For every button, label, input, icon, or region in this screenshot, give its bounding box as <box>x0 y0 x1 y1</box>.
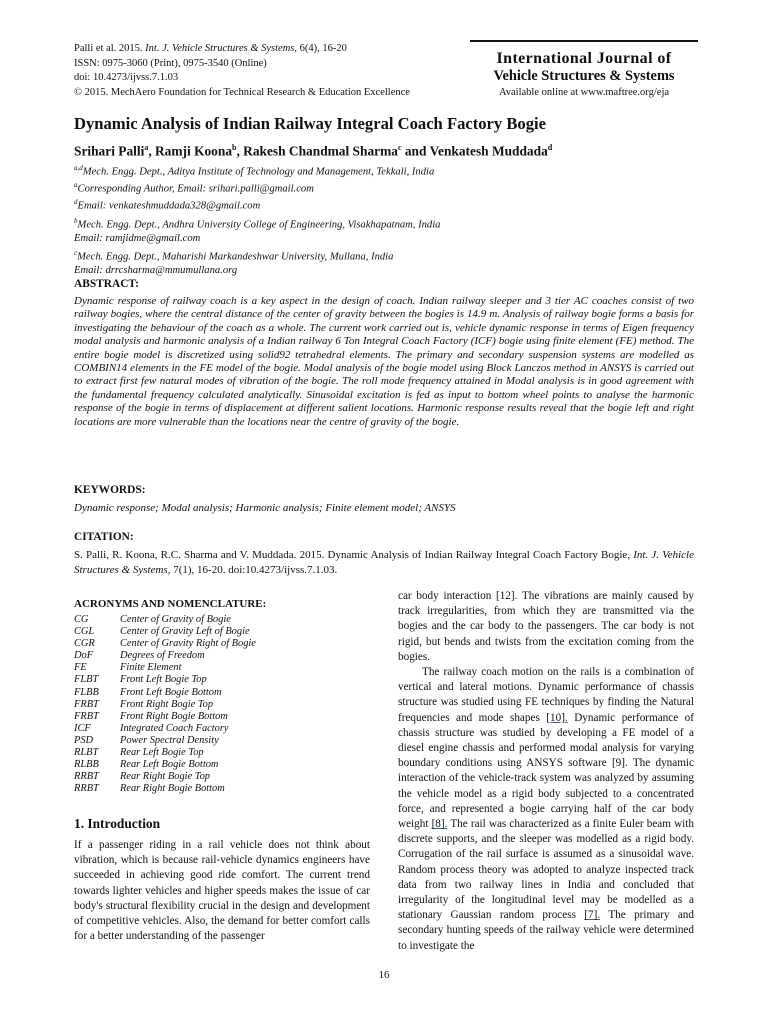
author-name: Srihari Palli <box>74 143 145 159</box>
acronym-definition: Front Left Bogie Bottom <box>120 686 222 698</box>
acronym-abbr: PSD <box>74 734 94 746</box>
acronym-row <box>74 723 256 735</box>
affiliation-line: $^{a,d}$Mech. Engg. Dept., Aditya Institute of Technology and Management, Tekkali, India <box>74 164 435 178</box>
acronym-abbr: FLBT <box>74 674 99 686</box>
acronyms-heading: ACRONYMS AND NOMENCLATURE: <box>74 598 267 610</box>
paper-title: Dynamic Analysis of Indian Railway Integral Coach Factory Bogie <box>74 114 547 133</box>
acronym-definition: Rear Left Bogie Top <box>120 747 204 759</box>
acronym-definition: Center of Gravity of Bogie <box>120 614 231 625</box>
acronym-row <box>74 711 256 723</box>
acronym-definition: Power Spectral Density <box>120 734 219 746</box>
acronym-row <box>74 735 256 747</box>
author-name: Venkatesh Muddada <box>429 143 548 159</box>
acronym-definition: Degrees of Freedom <box>120 650 205 662</box>
acronym-row <box>74 687 256 699</box>
ref-link-8[interactable]: [8]. <box>431 818 448 831</box>
citation-heading: CITATION: <box>74 531 134 543</box>
journal-name-line1: International Journal of <box>496 50 672 67</box>
acronym-definition: Integrated Coach Factory <box>120 722 229 734</box>
acronym-definition: Front Right Bogie Top <box>120 698 214 710</box>
abstract-heading: ABSTRACT: <box>74 278 139 290</box>
acronym-row <box>74 626 256 638</box>
ref-link-10[interactable]: [10]. <box>546 711 568 724</box>
acronym-row <box>74 638 256 650</box>
author-name: Ramji Koona <box>155 143 233 159</box>
acronym-abbr: RLBB <box>74 759 99 771</box>
acronym-abbr: FRBT <box>74 698 99 710</box>
affiliation-line: $^a$Corresponding Author, Email: srihari.palli@gmail.com <box>74 180 314 195</box>
affiliation-line: Email: drrcsharma@mmumullana.org <box>74 265 238 277</box>
ref-link-7[interactable]: [7]. <box>584 909 601 922</box>
affiliation-line: Email: ramjidme@gmail.com <box>74 232 201 244</box>
acronym-row <box>74 674 256 686</box>
acronyms-list <box>74 614 256 795</box>
keywords-heading: KEYWORDS: <box>74 484 146 496</box>
acronym-definition: Rear Left Bogie Bottom <box>120 759 219 771</box>
acronym-abbr: CGL <box>74 626 95 638</box>
intro-paragraph: If a passenger riding in a rail vehicle does not think about vibration, which is because rail-vehicle dynamics engineers have succeeded in achieving good ride comfort. The current trend towards lighter vehicles and higher speeds makes the issue of car body's structural flexibility crucial in the design and development of competitive vehicles. Also, the demand for better comfort calls for a better understanding of the passenger <box>74 839 370 943</box>
issn-line: ISSN: 0975-3060 (Print), 0975-3540 (Online) <box>74 57 267 69</box>
right-column <box>398 589 694 954</box>
right-paragraph-1: car body interaction [12]. The vibrations are mainly caused by track irregularities, from which they are transmitted via the bogies and the car body to the passengers. The car body is not rigid, but bends and twists from the excitation coming from the bogies. <box>398 590 694 663</box>
acronym-abbr: CGR <box>74 638 95 650</box>
acronym-row <box>74 699 256 711</box>
acronym-abbr: RLBT <box>74 747 99 759</box>
acronym-definition: Rear Right Bogie Bottom <box>120 783 225 795</box>
doi-line: doi: 10.4273/ijvss.7.1.03 <box>74 72 179 84</box>
acronym-definition: Front Right Bogie Bottom <box>120 710 228 722</box>
acronym-row <box>74 771 256 783</box>
acronym-row <box>74 614 256 626</box>
author-affiliation-mark: c <box>397 143 402 152</box>
acronym-row <box>74 747 256 759</box>
copyright-line: © 2015. MechAero Foundation for Technical Research & Education Excellence <box>74 86 410 98</box>
acronym-row <box>74 650 256 662</box>
acronym-row <box>74 783 256 795</box>
acronym-abbr: FE <box>74 662 87 674</box>
author-name: Rakesh Chandmal Sharma <box>243 143 398 159</box>
intro-heading: 1. Introduction <box>74 816 161 831</box>
author-affiliation-mark: b <box>232 143 237 152</box>
acronym-abbr: RRBT <box>74 771 99 783</box>
affiliation-line: $^c$Mech. Engg. Dept., Maharishi Markandeshwar University, Mullana, India <box>74 249 394 263</box>
journal-availability: Available online at www.maftree.org/eja <box>498 87 670 98</box>
acronym-row <box>74 662 256 674</box>
acronym-abbr: FLBB <box>74 686 99 698</box>
acronym-abbr: DoF <box>74 650 94 662</box>
acronym-definition: Center of Gravity Right of Bogie <box>120 638 256 650</box>
acronym-abbr: FRBT <box>74 710 99 722</box>
affiliations <box>74 162 440 278</box>
acronym-definition: Center of Gravity Left of Bogie <box>120 626 250 638</box>
affiliation-line: $^b$Mech. Engg. Dept., Andhra University College of Engineering, Visakhapatnam, India <box>74 216 441 231</box>
author-list: Srihari Palli$^a$, Ramji Koona$^b$, Rakesh Chandmal Sharma$^c$ and Venkatesh Muddada$^d$ <box>74 143 553 159</box>
intro-left-column <box>74 838 370 944</box>
acronym-abbr: ICF <box>74 722 91 734</box>
acronym-definition: Rear Right Bogie Top <box>120 771 210 783</box>
citation-text: S. Palli, R. Koona, R.C. Sharma and V. Muddada. 2015. Dynamic Analysis of Indian Railway Integral Coach Factory Bogie, Int. J. Vehicle Structures & Systems, 7(1), 16-20. doi:10.4273/ijvss.7.1.03. <box>74 549 694 576</box>
author-affiliation-mark: d <box>547 143 553 152</box>
acronym-definition: Front Left Bogie Top <box>120 674 207 686</box>
acronym-abbr: CG <box>74 614 89 625</box>
acronym-row <box>74 759 256 771</box>
acronym-abbr: RRBT <box>74 783 99 795</box>
acronym-definition: Finite Element <box>120 662 182 674</box>
journal-name-line2: Vehicle Structures & Systems <box>493 68 675 84</box>
keywords-text: Dynamic response; Modal analysis; Harmonic analysis; Finite element model; ANSYS <box>74 502 456 514</box>
journal-citation-line: Palli et al. 2015. Int. J. Vehicle Structures & Systems, 6(4), 16-20 <box>74 43 347 54</box>
right-paragraph-2: The railway coach motion on the rails is a combination of vertical and lateral motions. Dynamic performance of chassis structure was studied using FE techniques by finding the Natural frequencies and mode shapes [10]. Dynamic performance of chassis structure was studied by developing a FE model of a diesel engine chassis and performed modal analysis for varying boundary conditions using ANSYS software [9]. The dynamic interaction of the vehicle-track system was analyzed by assuming the vehicle model as a rigid body subjected to a concentrated force, and represented a bogie carrying half of the car body weight [8]. The rail was characterized as a finite Euler beam with discrete supports, and the sleeper was modelled as a rigid body. Corrugation of the rail surface is assumed as a sinusoidal wave. Random process theory was adopted to analyze inspected track data from two railway lines in India and concluded that irregularity of the longitudinal level may be modelled as a stationary Gaussian random process [7]. The primary and secondary hunting speeds of the railway vehicle were determined to investigate the <box>398 666 695 952</box>
affiliation-line: $^d$Email: venkateshmuddada328@gmail.com <box>74 197 261 212</box>
journal-masthead <box>470 40 698 100</box>
abstract-text: Dynamic response of railway coach is a key aspect in the design of coach. Indian railway sleeper and 3 tier AC coaches consist of two railway bogies, where the central distance of the center of gravity between the bogies is 14.9 m. Analysis of railway bogie forms a basis for investigating the behaviour of the coach as a whole. The current work carried out is, vehicle dynamic response in terms of Eigen frequency modal analysis and harmonic analysis of a Indian railway 6 Ton Integral Coach Factory (ICF) bogie using finite element (FE) method. The entire bogie model is discretized using solid92 tetrahedral elements. The primary and secondary suspension systems are modelled as COMBIN14 elements in the FE model of the bogie. Modal analysis of the bogie model using Block Lanczos method in ANSYS is carried out to extract first few natural modes of vibration of the bogie. The roll mode frequency attained in Modal analysis is in good agreement with the fundamental frequency calculated analytically. Sinusoidal excitation is fed as input to bottom wheel points to analyse the harmonic response of the bogie in terms of displacement at different salient locations. Harmonic response results reveal that the bogie left and right locations are more vulnerable than the locations near the centre of gravity of the bogie. <box>74 295 694 428</box>
author-affiliation-mark: a <box>144 143 149 152</box>
page-number: 16 <box>378 969 390 981</box>
header-meta <box>74 42 410 100</box>
